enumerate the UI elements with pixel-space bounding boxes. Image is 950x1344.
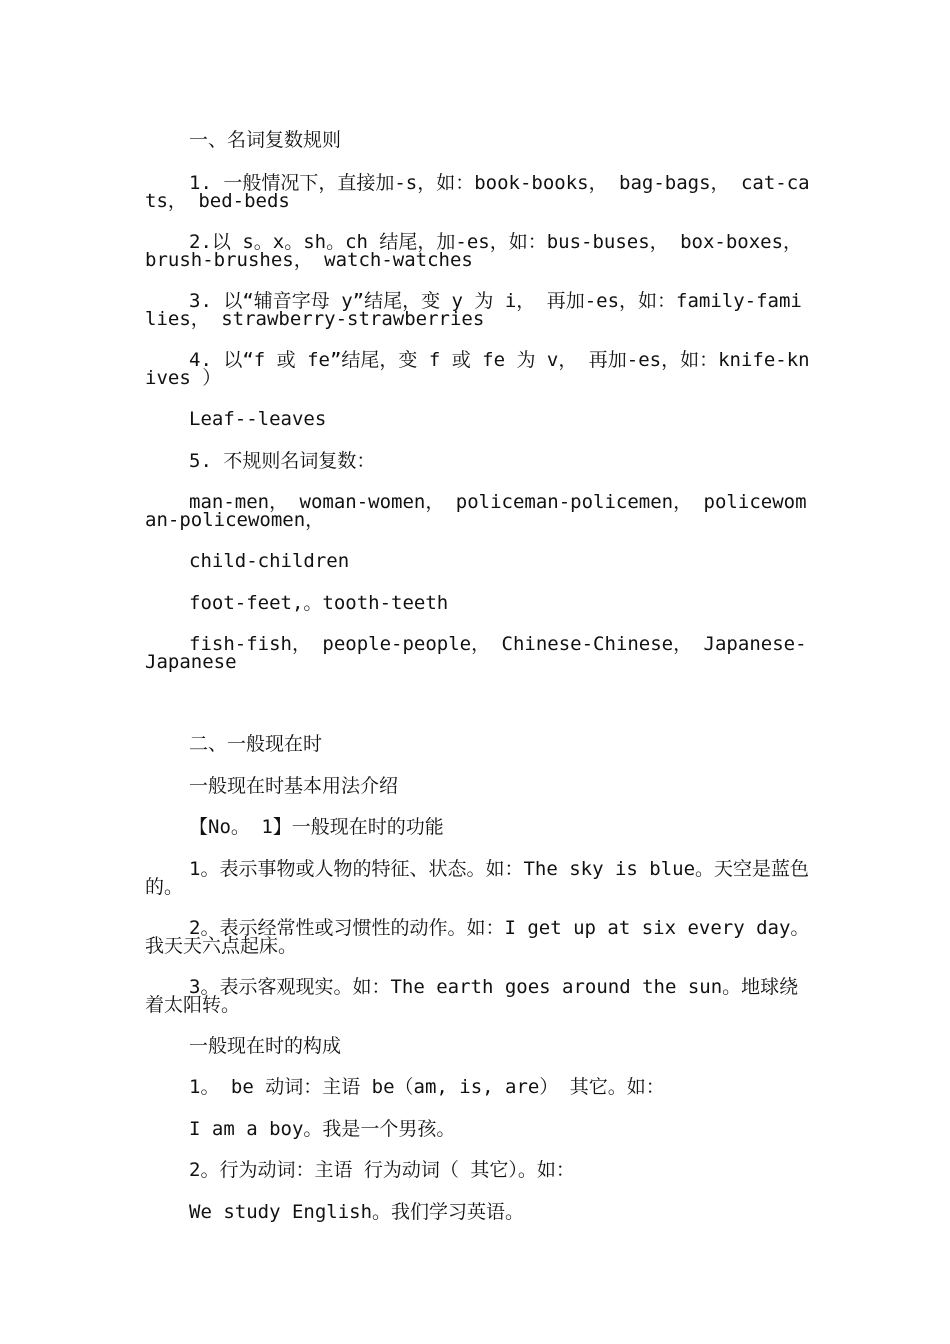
construction-2: 2。行为动词：主语 行为动词（ 其它）。如： [189,1159,575,1181]
rule-5-example-2: child-children [189,550,350,572]
section-title-plurals: 一、名词复数规则 [189,129,342,151]
function-heading: 【No。 1】一般现在时的功能 [189,816,444,838]
rule-3: 3. 以“辅音字母 y”结尾，变 y 为 i， 再加-es，如：family-families， strawberry-strawberries [145,290,802,330]
rule-5: 5. 不规则名词复数： [189,450,376,472]
construction-heading: 一般现在时的构成 [189,1035,342,1057]
rule-4-example: Leaf--leaves [189,408,327,430]
section-title-present-tense: 二、一般现在时 [189,733,323,755]
function-3: 3。表示客观现实。如：The earth goes around the sun。地球绕着太阳转。 [145,976,799,1016]
rule-5-example-3: foot-feet,。tooth-teeth [189,592,449,614]
rule-4: 4. 以“f 或 fe”结尾，变 f 或 fe 为 v， 再加-es，如：knife-knives ） [145,349,810,389]
rule-5-example-1: man-men， woman-women， policeman-policemen， policewoman-policewomen， [145,491,807,531]
rule-2: 2.以 s。x。sh。ch 结尾，加-es，如：bus-buses， box-boxes， brush-brushes， watch-watches [145,231,803,271]
construction-1-example: I am a boy。我是一个男孩。 [189,1118,456,1140]
present-tense-subtitle: 一般现在时基本用法介绍 [189,775,399,797]
function-2: 2。表示经常性或习惯性的动作。如：I get up at six every day。我天天六点起床。 [145,917,810,957]
function-1: 1。表示事物或人物的特征、状态。如：The sky is blue。天空是蓝色的。 [145,858,810,898]
rule-5-example-4: fish-fish， people-people， Chinese-Chinese， Japanese-Japanese [145,633,807,673]
construction-2-example: We study English。我们学习英语。 [189,1201,525,1223]
rule-1: 1. 一般情况下，直接加-s，如：book-books， bag-bags， cat-cats， bed-beds [145,172,810,212]
construction-1: 1。 be 动词：主语 be（am, is, are） 其它。如： [189,1076,665,1098]
